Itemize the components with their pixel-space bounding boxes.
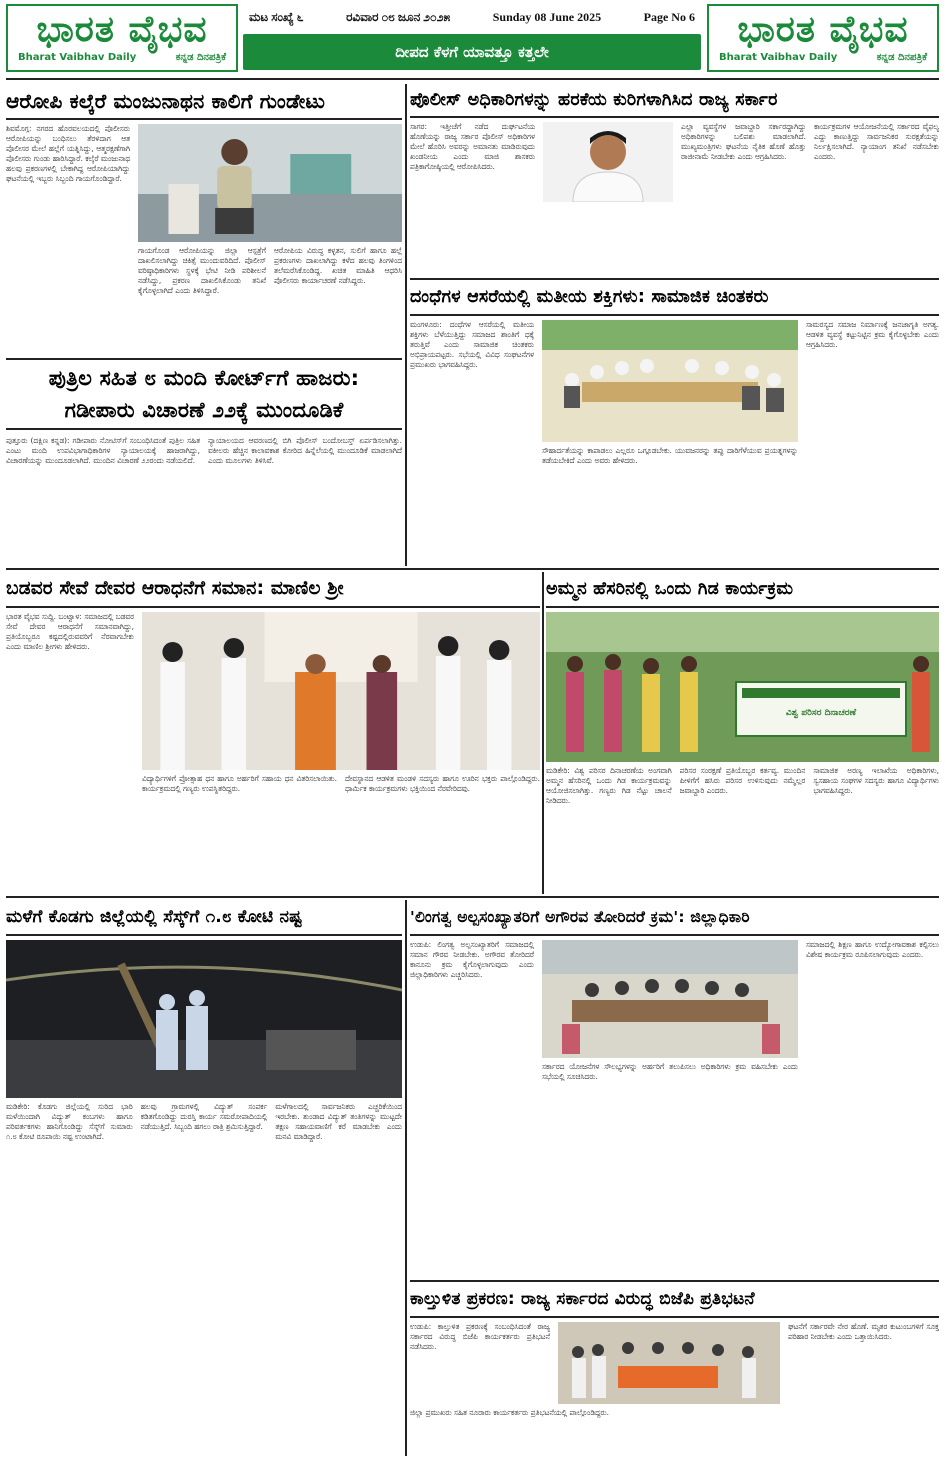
story-column: ಆರೋಪಿಯ ವಿರುದ್ಧ ಕಳ್ಳತನ, ಸುಲಿಗೆ ಹಾಗೂ ಹಲ್ಲೆ ಪ್ರಕರಣಗಳು ದಾಖಲಾಗಿದ್ದು ಕಳೆದ ಹಲವು ತಿಂಗಳಿಂದ ತಲೆಮರೆಸಿಕೊಂಡಿದ್ದ. ಖಚಿತ ಮಾಹಿತಿ ಆಧರಿಸಿ ಪೊಲೀಸರು ಕಾರ್ಯಾಚರಣೆ ನಡೆಸಿದ್ದರು. <box>274 246 402 285</box>
story-column: ಪುತ್ತೂರು (ದಕ್ಷಿಣ ಕನ್ನಡ): ಗಡೀಪಾರು ನೋಟಿಸ್‌ಗೆ ಸಂಬಂಧಿಸಿದಂತೆ ಪುತ್ರಿಲ ಸಹಿತ ಎಂಟು ಮಂದಿ ಉಪವಿಭಾಗಾಧಿಕಾರಿಗಳ ನ್ಯಾಯಾಲಯಕ್ಕೆ ಹಾಜರಾಗಿದ್ದು, ವಿಚಾರಣೆಯನ್ನು ಮುಂದೂಡಲಾಗಿದೆ. ಮುಂದಿನ ವಿಚಾರಣೆ ೨೨ರಂದು ನಡೆಯಲಿದೆ. <box>6 436 200 465</box>
story-column: ಪರಿಸರ ಸಂರಕ್ಷಣೆ ಪ್ರತಿಯೊಬ್ಬರ ಕರ್ತವ್ಯ. ಮುಂದಿನ ಪೀಳಿಗೆಗೆ ಹಸಿರು ಪರಿಸರ ಉಳಿಸುವುದು ನಮ್ಮೆಲ್ಲರ ಜವಾಬ್ದಾರಿ ಎಂದರು. <box>679 766 806 795</box>
photo-ceremony <box>142 612 540 770</box>
photo-dc-meeting <box>542 940 798 1058</box>
story-column: ಉಡುಪಿ: ಲಿಂಗತ್ವ ಅಲ್ಪಸಂಖ್ಯಾತರಿಗೆ ಸಮಾಜದಲ್ಲಿ ಸಮಾನ ಗೌರವ ನೀಡಬೇಕು. ಅಗೌರವ ತೋರಿದರೆ ಕಾನೂನು ಕ್ರಮ ಕೈಗೊಳ್ಳಲಾಗುವುದು ಎಂದು ಜಿಲ್ಲಾಧಿಕಾರಿಗಳು ಎಚ್ಚರಿಸಿದರು. <box>410 940 534 979</box>
story-column: ಘಟನೆಗೆ ಸರ್ಕಾರವೇ ನೇರ ಹೊಣೆ. ಮೃತರ ಕುಟುಂಬಗಳಿಗೆ ಸೂಕ್ತ ಪರಿಹಾರ ನೀಡಬೇಕು ಎಂದು ಒತ್ತಾಯಿಸಿದರು. <box>788 1322 939 1341</box>
section-divider <box>6 568 939 570</box>
photo-protest <box>558 1322 780 1404</box>
story-headline: ಕಾಲ್ತುಳಿತ ಪ್ರಕರಣ: ರಾಜ್ಯ ಸರ್ಕಾರದ ವಿರುದ್ಧ ಬಿಜೆಪಿ ಪ್ರತಿಭಟನೆ <box>410 1280 939 1318</box>
story-column: ಸರ್ಕಾರದ ಯೋಜನೆಗಳ ಸೌಲಭ್ಯಗಳನ್ನು ಅರ್ಹರಿಗೆ ತಲುಪಿಸಲು ಅಧಿಕಾರಿಗಳು ಕ್ರಮ ವಹಿಸಬೇಕು ಎಂದು ಸಭೆಯಲ್ಲಿ ಸೂಚಿಸಿದರು. <box>542 1062 798 1081</box>
masthead-logo-left <box>6 4 238 72</box>
story-photo <box>542 320 798 442</box>
masthead-subtitle-kn-right: ಕನ್ನಡ ದಿನಪತ್ರಿಕೆ <box>876 52 927 63</box>
photo-rain-night <box>6 940 402 1098</box>
photo-tree-planting <box>546 612 939 762</box>
story-column: ಮಂಗಳೂರು: ದಂಧೆಗಳ ಆಸರೆಯಲ್ಲಿ ಮತೀಯ ಶಕ್ತಿಗಳು ಬೆಳೆಯುತ್ತಿದ್ದು ಸಮಾಜದ ಶಾಂತಿಗೆ ಧಕ್ಕೆ ತರುತ್ತಿವೆ ಎಂದು ಸಾಮಾಜಿಕ ಚಿಂತಕರು ಅಭಿಪ್ರಾಯಪಟ್ಟರು. ಸಭೆಯಲ್ಲಿ ವಿವಿಧ ಸಂಘಟನೆಗಳ ಪ್ರಮುಖರು ಭಾಗವಹಿಸಿದ್ದರು. <box>410 320 534 369</box>
story-headline: ಬಡವರ ಸೇವೆ ದೇವರ ಆರಾಧನೆಗೆ ಸಮಾನ: ಮಾಣಿಲ ಶ್ರೀ <box>6 572 540 608</box>
masthead-logo-right <box>707 4 939 72</box>
masthead-divider <box>6 78 939 80</box>
story-column: ಸಾಮಾಜಿಕ ಅರಣ್ಯ ಇಲಾಖೆಯ ಅಧಿಕಾರಿಗಳು, ಸ್ವಸಹಾಯ ಸಂಘಗಳ ಸದಸ್ಯರು ಹಾಗೂ ವಿದ್ಯಾರ್ಥಿಗಳು ಭಾಗವಹಿಸಿದ್ದರು. <box>813 766 939 795</box>
story-column: ಸಾಮರಸ್ಯದ ಸಮಾಜ ನಿರ್ಮಾಣಕ್ಕೆ ಜನಜಾಗೃತಿ ಅಗತ್ಯ. ಆಡಳಿತ ವ್ಯವಸ್ಥೆ ಕಟ್ಟುನಿಟ್ಟಿನ ಕ್ರಮ ಕೈಗೊಳ್ಳಬೇಕು ಎಂದು ಆಗ್ರಹಿಸಿದರು. <box>806 320 939 349</box>
story-photo <box>142 612 540 770</box>
story-column: ಸಮಾಜದಲ್ಲಿ ಶಿಕ್ಷಣ ಹಾಗೂ ಉದ್ಯೋಗಾವಕಾಶ ಕಲ್ಪಿಸಲು ವಿಶೇಷ ಕಾರ್ಯಕ್ರಮ ರೂಪಿಸಲಾಗುವುದು ಎಂದರು. <box>806 940 939 959</box>
story-court-hearing <box>6 358 402 566</box>
masthead-title-right: ಭಾರತ ವೈಭವ <box>737 8 909 50</box>
date-english: Sunday 08 June 2025 <box>492 9 602 24</box>
story-column: ನ್ಯಾಯಾಲಯದ ಆವರಣದಲ್ಲಿ ಬಿಗಿ ಪೊಲೀಸ್ ಬಂದೋಬಸ್ತ್ ಏರ್ಪಡಿಸಲಾಗಿತ್ತು. ವಕೀಲರು ಹೆಚ್ಚಿನ ಕಾಲಾವಕಾಶ ಕೋರಿದ ಹಿನ್ನೆಲೆಯಲ್ಲಿ ಮುಂದೂಡಿಕೆ ಮಾಡಲಾಗಿದೆ ಎಂದು ಮೂಲಗಳು ತಿಳಿಸಿವೆ. <box>208 436 402 465</box>
story-headline: ಮಳೆಗೆ ಕೊಡಗು ಜಿಲ್ಲೆಯಲ್ಲಿ ಸೆಸ್ಕ್‌ಗೆ ೧.೮ ಕೋಟಿ ನಷ್ಟ <box>6 900 402 936</box>
tagline: ದೀಪದ ಕೆಳಗೆ ಯಾವತ್ತೂ ಕತ್ತಲೇ <box>243 34 701 70</box>
story-column: ವಿದ್ಯಾರ್ಥಿಗಳಿಗೆ ಪ್ರೋತ್ಸಾಹ ಧನ ಹಾಗೂ ಅರ್ಹರಿಗೆ ಸಹಾಯ ಧನ ವಿತರಿಸಲಾಯಿತು. ಕಾರ್ಯಕ್ರಮದಲ್ಲಿ ಗಣ್ಯರು ಉಪಸ್ಥಿತರಿದ್ದರು. <box>142 774 337 793</box>
story-photo <box>558 1322 780 1404</box>
story-cesc-loss <box>6 900 402 1456</box>
story-plant-tree <box>546 572 939 894</box>
masthead-subtitle-kn: ಕನ್ನಡ ದಿನಪತ್ರಿಕೆ <box>175 52 226 63</box>
story-police-scapegoats <box>410 84 939 272</box>
story-photo <box>543 122 673 202</box>
column-divider <box>405 900 407 1456</box>
story-column: ಸಾಗರ: ಇತ್ತೀಚೆಗೆ ನಡೆದ ದುರ್ಘಟನೆಯ ಹೊಣೆಯನ್ನು ರಾಜ್ಯ ಸರ್ಕಾರ ಪೊಲೀಸ್ ಅಧಿಕಾರಿಗಳ ಮೇಲೆ ಹೊರಿಸಿ ಅವರನ್ನು ಅಮಾನತು ಮಾಡಿರುವುದು ಖಂಡನೀಯ ಎಂದು ಮಾಜಿ ಶಾಸಕರು ಪತ್ರಿಕಾಗೋಷ್ಠಿಯಲ್ಲಿ ಆರೋಪಿಸಿದರು. <box>410 122 535 171</box>
banner-text: ವಿಶ್ವ ಪರಿಸರ ದಿನಾಚರಣೆ <box>785 708 857 718</box>
story-photo <box>138 124 402 242</box>
story-column: ದೇವಸ್ಥಾನದ ಆಡಳಿತ ಮಂಡಳಿ ಸದಸ್ಯರು ಹಾಗೂ ಊರಿನ ಭಕ್ತರು ಪಾಲ್ಗೊಂಡಿದ್ದರು. ಧಾರ್ಮಿಕ ಕಾರ್ಯಕ್ರಮಗಳು ಭಕ್ತಿಯಿಂದ ನೆರವೇರಿದವು. <box>345 774 540 793</box>
story-column: ಕಾರ್ಯಕ್ರಮಗಳ ಆಯೋಜನೆಯಲ್ಲಿ ಸರ್ಕಾರದ ವೈಫಲ್ಯ ಎದ್ದು ಕಾಣುತ್ತಿದ್ದು ಸಾರ್ವಜನಿಕರ ಸುರಕ್ಷತೆಯನ್ನು ನಿರ್ಲಕ್ಷಿಸಲಾಗಿದೆ. ನ್ಯಾಯಾಂಗ ತನಿಖೆ ನಡೆಸಬೇಕು ಎಂದರು. <box>814 122 939 161</box>
section-divider <box>6 896 939 898</box>
story-accused-shot <box>6 84 402 352</box>
column-divider <box>405 84 407 566</box>
story-headline: ಪೊಲೀಸ್ ಅಧಿಕಾರಿಗಳನ್ನು ಹರಕೆಯ ಕುರಿಗಳಾಗಿಸಿದ ರಾಜ್ಯ ಸರ್ಕಾರ <box>410 84 939 118</box>
date-kannada: ರವಿವಾರ ೦೮ ಜೂನ ೨೦೨೫ <box>346 9 451 24</box>
masthead-subtitle-en-right: Bharat Vaibhav Daily <box>719 52 838 63</box>
story-subheadline: ಗಡೀಪಾರು ವಿಚಾರಣೆ ೨೨ಕ್ಕೆ ಮುಂದೂಡಿಕೆ <box>64 398 344 422</box>
story-manila-shree <box>6 572 540 894</box>
photo-meeting <box>542 320 798 442</box>
photo-accused-hospital <box>138 124 402 242</box>
story-headline: ಅಮ್ಮನ ಹೆಸರಿನಲ್ಲಿ ಒಂದು ಗಿಡ ಕಾರ್ಯಕ್ರಮ <box>546 572 939 608</box>
page-number: Page No 6 <box>643 9 695 24</box>
story-bjp-protest <box>410 1280 939 1456</box>
story-column: ಮಡಿಕೇರಿ: ಕೊಡಗು ಜಿಲ್ಲೆಯಲ್ಲಿ ಸುರಿದ ಭಾರಿ ಮಳೆಯಿಂದಾಗಿ ವಿದ್ಯುತ್ ಕಂಬಗಳು ಹಾಗೂ ಪರಿವರ್ತಕಗಳು ಹಾನಿಗೊಂಡಿದ್ದು ಸೆಸ್ಕ್‌ಗೆ ಸುಮಾರು ೧.೮ ಕೋಟಿ ರೂಪಾಯಿ ನಷ್ಟ ಉಂಟಾಗಿದೆ. <box>6 1102 133 1141</box>
masthead-center <box>243 4 701 74</box>
story-headline: 'ಲಿಂಗತ್ವ ಅಲ್ಪಸಂಖ್ಯಾತರಿಗೆ ಅಗೌರವ ತೋರಿದರೆ ಕ್ರಮ': ಜಿಲ್ಲಾಧಿಕಾರಿ <box>410 900 939 936</box>
story-column: ಜಿಲ್ಲಾ ಪ್ರಮುಖರು ಸಹಿತ ನೂರಾರು ಕಾರ್ಯಕರ್ತರು ಪ್ರತಿಭಟನೆಯಲ್ಲಿ ಪಾಲ್ಗೊಂಡಿದ್ದರು. <box>410 1408 610 1417</box>
story-column: ಭಾರತ ವೈಭವ ಸುದ್ದಿ. ಬಂಟ್ವಾಳ: ಸಮಾಜದಲ್ಲಿ ಬಡವರ ಸೇವೆ ದೇವರ ಆರಾಧನೆಗೆ ಸಮಾನವಾಗಿದ್ದು, ಪ್ರತಿಯೊಬ್ಬರೂ ಕಷ್ಟದಲ್ಲಿರುವವರಿಗೆ ನೆರವಾಗಬೇಕು ಎಂದು ಮಾಣಿಲ ಶ್ರೀಗಳು ಹೇಳಿದರು. <box>6 612 134 651</box>
masthead-subtitle-en: Bharat Vaibhav Daily <box>18 52 137 63</box>
column-divider <box>542 572 544 894</box>
masthead-title: ಭಾರತ ವೈಭವ <box>36 8 208 50</box>
story-column: ಮಡಿಕೇರಿ: ವಿಶ್ವ ಪರಿಸರ ದಿನಾಚರಣೆಯ ಅಂಗವಾಗಿ ಅಮ್ಮನ ಹೆಸರಿನಲ್ಲಿ ಒಂದು ಗಿಡ ಕಾರ್ಯಕ್ರಮವನ್ನು ಆಯೋಜಿಸಲಾಗಿತ್ತು. ಗಣ್ಯರು ಗಿಡ ನೆಟ್ಟು ಚಾಲನೆ ನೀಡಿದರು. <box>546 766 672 805</box>
story-column: ಮಳೆಗಾಲದಲ್ಲಿ ಸಾರ್ವಜನಿಕರು ಎಚ್ಚರಿಕೆಯಿಂದ ಇರಬೇಕು. ತುಂಡಾದ ವಿದ್ಯುತ್ ತಂತಿಗಳನ್ನು ಮುಟ್ಟದೇ ತಕ್ಷಣ ಸಹಾಯವಾಣಿಗೆ ಕರೆ ಮಾಡಬೇಕು ಎಂದು ಮನವಿ ಮಾಡಿದ್ದಾರೆ. <box>275 1102 402 1141</box>
story-headline: ದಂಧೆಗಳ ಆಸರೆಯಲ್ಲಿ ಮತೀಯ ಶಕ್ತಿಗಳು: ಸಾಮಾಜಿಕ ಚಿಂತಕರು <box>410 278 939 316</box>
story-headline: ಪುತ್ರಿಲ ಸಹಿತ ೮ ಮಂದಿ ಕೋರ್ಟ್‌ಗೆ ಹಾಜರು: <box>48 366 360 390</box>
story-photo <box>6 940 402 1098</box>
story-column: ಸೌಹಾರ್ದತೆಯನ್ನು ಕಾಪಾಡಲು ಎಲ್ಲರೂ ಒಗ್ಗೂಡಬೇಕು. ಯುವಜನರನ್ನು ತಪ್ಪು ದಾರಿಗೆಳೆಯುವ ಪ್ರಯತ್ನಗಳನ್ನು ತಡೆಯಬೇಕಿದೆ ಎಂದು ಅವರು ಹೇಳಿದರು. <box>542 446 798 465</box>
story-column: ಶಿವಮೊಗ್ಗ: ನಗರದ ಹೊರವಲಯದಲ್ಲಿ ಪೊಲೀಸರು ಆರೋಪಿಯನ್ನು ಬಂಧಿಸಲು ತೆರಳಿದಾಗ ಆತ ಪೊಲೀಸರ ಮೇಲೆ ಹಲ್ಲೆಗೆ ಯತ್ನಿಸಿದ್ದು, ಆತ್ಮರಕ್ಷಣೆಗಾಗಿ ಪೊಲೀಸರು ಗುಂಡು ಹಾರಿಸಿದ್ದಾರೆ. ಕಲ್ಕೆರೆ ಮಂಜುನಾಥ ಹಲವು ಪ್ರಕರಣಗಳಲ್ಲಿ ಬೇಕಾಗಿದ್ದ ಆರೋಪಿಯಾಗಿದ್ದು ಘಟನೆಯಲ್ಲಿ ಇಬ್ಬರು ಸಿಬ್ಬಂದಿ ಗಾಯಗೊಂಡಿದ್ದಾರೆ. <box>6 124 130 183</box>
story-photo <box>542 940 798 1058</box>
story-transgender-respect <box>410 900 939 1274</box>
issue-number: ಮಟ ಸಂಖ್ಯೆ ೬ <box>249 9 304 24</box>
story-column: ಹಲವು ಗ್ರಾಮಗಳಲ್ಲಿ ವಿದ್ಯುತ್ ಸಂಪರ್ಕ ಕಡಿತಗೊಂಡಿದ್ದು ದುರಸ್ತಿ ಕಾರ್ಯ ಸಮರೋಪಾದಿಯಲ್ಲಿ ನಡೆಯುತ್ತಿದೆ. ಸಿಬ್ಬಂದಿ ಹಗಲು ರಾತ್ರಿ ಶ್ರಮಿಸುತ್ತಿದ್ದಾರೆ. <box>140 1102 268 1131</box>
story-photo <box>546 612 939 762</box>
story-column: ಗಾಯಗೊಂಡ ಆರೋಪಿಯನ್ನು ಜಿಲ್ಲಾ ಆಸ್ಪತ್ರೆಗೆ ದಾಖಲಿಸಲಾಗಿದ್ದು ಚಿಕಿತ್ಸೆ ಮುಂದುವರಿದಿದೆ. ಪೊಲೀಸ್ ವರಿಷ್ಠಾಧಿಕಾರಿಗಳು ಸ್ಥಳಕ್ಕೆ ಭೇಟಿ ನೀಡಿ ಪರಿಶೀಲನೆ ನಡೆಸಿದ್ದು, ಪ್ರಕರಣ ದಾಖಲಿಸಿಕೊಂಡು ತನಿಖೆ ಕೈಗೊಳ್ಳಲಾಗಿದೆ ಎಂದು ತಿಳಿಸಿದ್ದಾರೆ. <box>138 246 266 295</box>
story-column: ಉಡುಪಿ: ಕಾಲ್ತುಳಿತ ಪ್ರಕರಣಕ್ಕೆ ಸಂಬಂಧಿಸಿದಂತೆ ರಾಜ್ಯ ಸರ್ಕಾರದ ವಿರುದ್ಧ ಬಿಜೆಪಿ ಕಾರ್ಯಕರ್ತರು ಪ್ರತಿಭಟನೆ ನಡೆಸಿದರು. <box>410 1322 550 1351</box>
masthead <box>0 0 945 78</box>
story-column: ಎಲ್ಲಾ ವ್ಯವಸ್ಥೆಗಳ ಜವಾಬ್ದಾರಿ ಸರ್ಕಾರದ್ದಾಗಿದ್ದು ಅಧಿಕಾರಿಗಳನ್ನು ಬಲಿಪಶು ಮಾಡಲಾಗಿದೆ. ಮುಖ್ಯಮಂತ್ರಿಗಳು ಘಟನೆಯ ನೈತಿಕ ಹೊಣೆ ಹೊತ್ತು ರಾಜೀನಾಮೆ ನೀಡಬೇಕು ಎಂದು ಆಗ್ರಹಿಸಿದರು. <box>681 122 806 161</box>
photo-former-mla <box>543 122 673 202</box>
story-communal-forces <box>410 278 939 566</box>
story-headline: ಆರೋಪಿ ಕಲ್ಕೆರೆ ಮಂಜುನಾಥನ ಕಾಲಿಗೆ ಗುಂಡೇಟು <box>6 84 402 120</box>
